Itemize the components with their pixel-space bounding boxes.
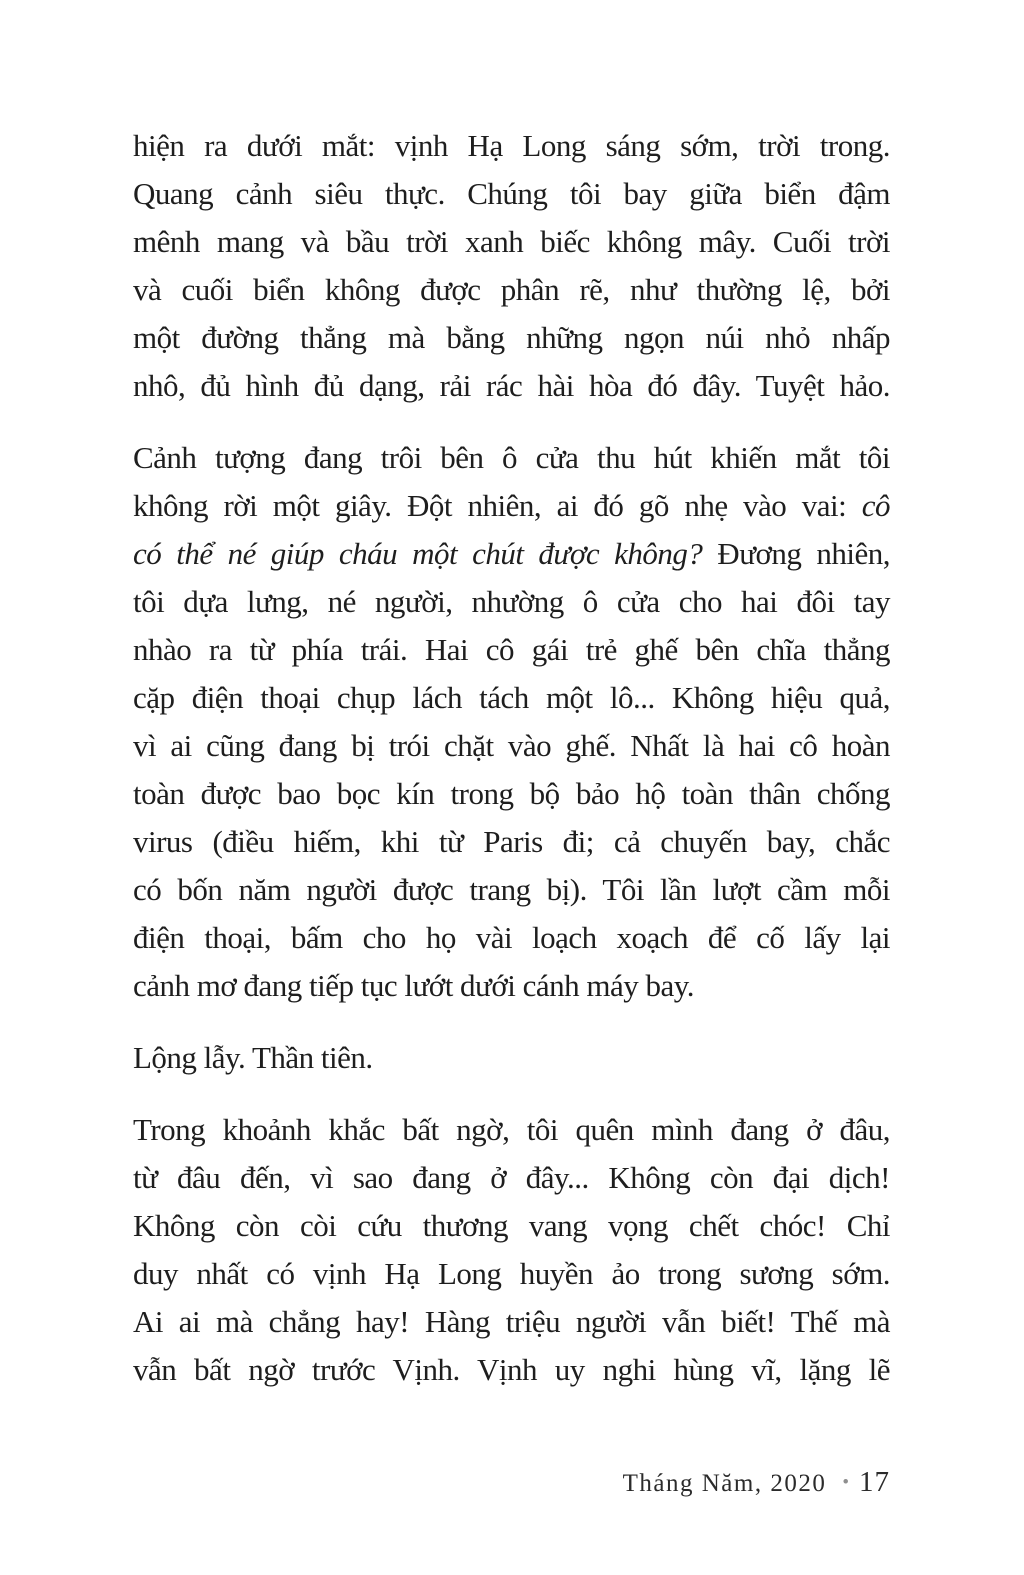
text-segment: hiện ra dưới mắt: vịnh Hạ Long sáng sớm, trời trong.: [133, 128, 890, 163]
text-segment: Cảnh tượng đang trôi bên ô cửa thu hút khiến mắt tôi: [133, 440, 890, 475]
footer-separator-dot: •: [842, 1472, 849, 1493]
text-segment: từ đâu đến, vì sao đang ở đây... Không còn đại dịch!: [133, 1160, 890, 1195]
text-line: [133, 482, 890, 530]
text-line: [133, 818, 890, 866]
text-segment: toàn được bao bọc kín trong bộ bảo hộ toàn thân chống: [133, 776, 890, 811]
footer-date: Tháng Năm, 2020: [622, 1470, 827, 1497]
text-segment: virus (điều hiếm, khi từ Paris đi; cả chuyến bay, chắc: [133, 824, 890, 859]
paragraph: [133, 1106, 890, 1394]
text-line: [133, 362, 890, 410]
text-line: [133, 1106, 890, 1154]
text-segment: nhô, đủ hình đủ dạng, rải rác hài hòa đó đây. Tuyệt hảo.: [133, 368, 890, 403]
text-line: [133, 1298, 890, 1346]
paragraph: [133, 1034, 890, 1082]
text-segment: Không còn còi cứu thương vang vọng chết chóc! Chỉ: [133, 1208, 890, 1243]
text-line: [133, 1202, 890, 1250]
italic-text-segment: cô: [861, 488, 890, 523]
text-line: [133, 434, 890, 482]
text-line: [133, 578, 890, 626]
paragraph: [133, 122, 890, 410]
text-line: [133, 170, 890, 218]
text-segment: Lộng lẫy. Thần tiên.: [133, 1040, 373, 1075]
text-segment: nhào ra từ phía trái. Hai cô gái trẻ ghế bên chĩa thẳng: [133, 632, 890, 667]
text-segment: vẫn bất ngờ trước Vịnh. Vịnh uy nghi hùng vĩ, lặng lẽ: [133, 1352, 890, 1387]
text-segment: duy nhất có vịnh Hạ Long huyền ảo trong sương sớm.: [133, 1256, 890, 1291]
text-segment: không rời một giây. Đột nhiên, ai đó gõ nhẹ vào vai:: [133, 488, 862, 523]
text-line: [133, 914, 890, 962]
text-line: [133, 122, 890, 170]
text-segment: Trong khoảnh khắc bất ngờ, tôi quên mình đang ở đâu,: [133, 1112, 890, 1147]
text-line: [133, 1250, 890, 1298]
text-line: [133, 674, 890, 722]
text-line: [133, 962, 890, 1010]
text-line: [133, 314, 890, 362]
text-segment: cảnh mơ đang tiếp tục lướt dưới cánh máy bay.: [133, 968, 695, 1003]
text-line: [133, 722, 890, 770]
text-segment: và cuối biển không được phân rẽ, như thường lệ, bởi: [133, 272, 890, 307]
text-segment: tôi dựa lưng, né người, nhường ô cửa cho hai đôi tay: [133, 584, 890, 619]
text-segment: vì ai cũng đang bị trói chặt vào ghế. Nhất là hai cô hoàn: [133, 728, 890, 763]
text-line: [133, 626, 890, 674]
page-number: 17: [859, 1466, 890, 1498]
text-line: [133, 770, 890, 818]
text-line: [133, 866, 890, 914]
text-line: [133, 1346, 890, 1394]
paragraph: [133, 434, 890, 1010]
italic-text-segment: có thể né giúp cháu một chút được không?: [133, 536, 703, 571]
text-line: [133, 530, 890, 578]
text-segment: điện thoại, bấm cho họ vài loạch xoạch để cố lấy lại: [133, 920, 890, 955]
text-segment: Ai ai mà chẳng hay! Hàng triệu người vẫn biết! Thế mà: [133, 1304, 890, 1339]
text-segment: Quang cảnh siêu thực. Chúng tôi bay giữa biển đậm: [133, 176, 890, 211]
text-line: [133, 218, 890, 266]
text-block: [133, 122, 890, 1394]
text-segment: cặp điện thoại chụp lách tách một lô... Không hiệu quả,: [133, 680, 890, 715]
page-footer: [623, 1466, 890, 1499]
text-line: [133, 1154, 890, 1202]
text-segment: Đương nhiên,: [702, 536, 890, 571]
text-segment: có bốn năm người được trang bị). Tôi lần lượt cầm mỗi: [133, 872, 890, 907]
text-segment: một đường thẳng mà bằng những ngọn núi nhỏ nhấp: [133, 320, 890, 355]
text-line: [133, 266, 890, 314]
text-segment: mênh mang và bầu trời xanh biếc không mây. Cuối trời: [133, 224, 890, 259]
text-line: [133, 1034, 890, 1082]
